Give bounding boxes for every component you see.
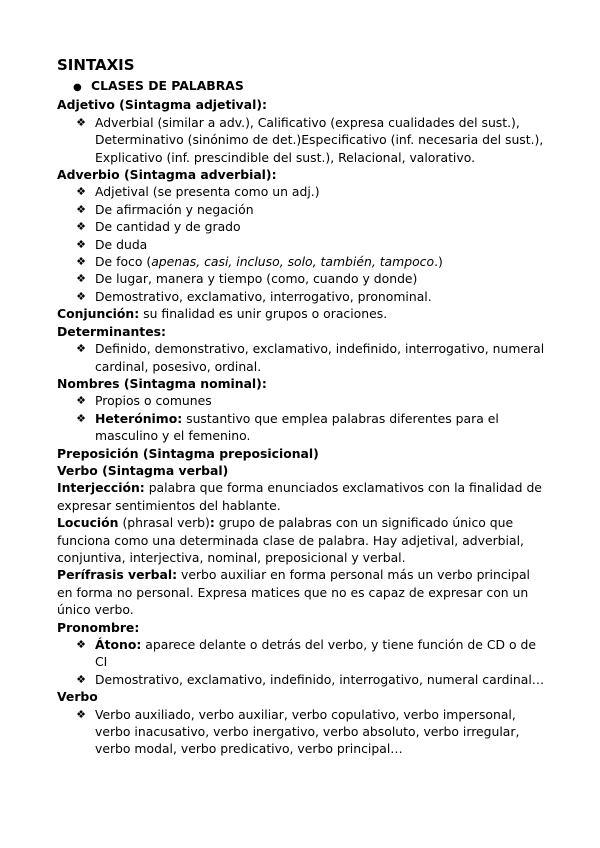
- list-item: ❖ Propios o comunes: [57, 392, 547, 409]
- list-item: ❖ De afirmación y negación: [57, 201, 547, 218]
- diamond-bullet-icon: ❖: [76, 255, 86, 269]
- diamond-bullet-icon: ❖: [76, 272, 86, 286]
- diamond-bullet-icon: ❖: [76, 707, 86, 721]
- verbo-list: [57, 706, 547, 758]
- list-item: ❖ Demostrativo, exclamativo, indefinido, interrogativo, numeral cardinal…: [57, 671, 547, 688]
- list-item: ❖ Adjetival (se presenta como un adj.): [57, 183, 547, 200]
- bullet-icon: ●: [73, 82, 82, 93]
- locucion-paragraph: Locución (phrasal verb): grupo de palabras con un significado único que funciona como una determinada clase de palabra. Hay adjetival, adverbial, conjuntiva, interjectiva, nominal, preposicional y verbal.: [57, 515, 524, 565]
- adverbio-heading: Adverbio (Sintagma adverbial):: [57, 167, 277, 183]
- list-item: ❖ De duda: [57, 236, 547, 253]
- nombres-list: [57, 392, 547, 444]
- pronombre-list: [57, 636, 547, 688]
- diamond-bullet-icon: ❖: [76, 638, 86, 651]
- section-heading-text: CLASES DE PALABRAS: [91, 78, 244, 93]
- diamond-bullet-icon: ❖: [76, 411, 86, 425]
- preposicion-heading: Preposición (Sintagma preposicional): [57, 445, 319, 461]
- list-item: ❖ Definido, demonstrativo, exclamativo, indefinido, interrogativo, numeral cardinal, posesivo, ordinal.: [57, 340, 547, 375]
- list-item: ❖ De foco (apenas, casi, incluso, solo, también, tampoco.): [57, 253, 547, 270]
- list-item: ❖ Heterónimo: sustantivo que emplea palabras diferentes para el masculino y el femenino.: [57, 410, 547, 445]
- diamond-bullet-icon: ❖: [76, 202, 86, 216]
- list-item: ❖ Verbo auxiliado, verbo auxiliar, verbo copulativo, verbo impersonal, verbo inacusativo, verbo inergativo, verbo absoluto, verbo irregular, verbo modal, verbo predicativo, verbo principal…: [57, 706, 547, 758]
- diamond-bullet-icon: ❖: [76, 115, 86, 129]
- list-item: ❖ De cantidad y de grado: [57, 218, 547, 235]
- list-item: ❖ Adverbial (similar a adv.), Calificativo (expresa cualidades del sust.), Determinativo (sinónimo de det.)Especificativo (inf. necesaria del sust.), Explicativo (inf. prescindible del sust.), Relacional, valorativo.: [57, 114, 547, 166]
- diamond-bullet-icon: ❖: [76, 672, 86, 686]
- interjeccion-paragraph: Interjección: palabra que forma enunciados exclamativos con la finalidad de expresar sentimientos del hablante.: [57, 480, 542, 513]
- diamond-bullet-icon: ❖: [76, 185, 86, 199]
- adverbio-list: [57, 183, 547, 305]
- conjuncion-paragraph: Conjunción: su finalidad es unir grupos o oraciones.: [57, 306, 388, 322]
- list-item: ❖ De lugar, manera y tiempo (como, cuando y donde): [57, 270, 547, 287]
- section-heading: [57, 77, 547, 96]
- diamond-bullet-icon: ❖: [76, 220, 86, 234]
- diamond-bullet-icon: ❖: [76, 237, 86, 251]
- document-content: [57, 55, 547, 758]
- adjetivo-list: [57, 114, 547, 166]
- list-item: ❖ Demostrativo, exclamativo, interrogativo, pronominal.: [57, 288, 547, 305]
- diamond-bullet-icon: ❖: [76, 342, 86, 356]
- nombres-heading: Nombres (Sintagma nominal):: [57, 375, 267, 391]
- perifrasis-paragraph: Perífrasis verbal: verbo auxiliar en forma personal más un verbo principal en forma no personal. Expresa matices que no es capaz de expresar con un único verbo.: [57, 567, 530, 618]
- foco-examples: apenas, casi, incluso, solo, también, tampoco: [151, 254, 435, 270]
- determinantes-list: [57, 340, 547, 375]
- pronombre-heading: Pronombre:: [57, 619, 140, 635]
- verbo-sintagma-heading: Verbo (Sintagma verbal): [57, 462, 229, 478]
- verbo-heading: Verbo: [57, 689, 98, 705]
- determinantes-heading: Determinantes:: [57, 323, 166, 339]
- list-item: ❖ Átono: aparece delante o detrás del verbo, y tiene función de CD o de CI: [57, 636, 547, 671]
- diamond-bullet-icon: ❖: [76, 289, 86, 303]
- page-title: SINTAXIS: [57, 56, 135, 74]
- diamond-bullet-icon: ❖: [76, 394, 86, 408]
- adjetivo-heading: Adjetivo (Sintagma adjetival):: [57, 97, 267, 113]
